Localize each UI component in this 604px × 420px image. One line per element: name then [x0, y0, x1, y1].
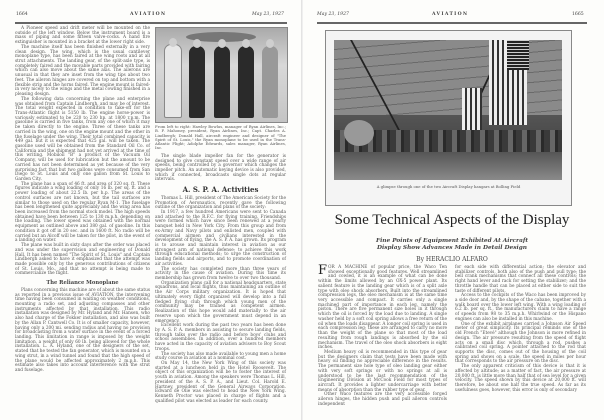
paragraph: The plane was built in sixty days after the order was placed and was under the supervision and engineering of Donald Hall. It has been named "The Spirit of St. Louis" and Captain Lindbergh asked to have it emphasized that the attempt was made possible only by the generous contributions of citizens of St. Louis, Mo., and that no attempt is being made to commercialize the flight. — [15, 243, 150, 277]
paragraph: A Pioneer speed and drift meter will be mounted on the outside of the left window. Below the instrument board is a mass of piping and some fifteen valve-cocks. A hand fire extinguisher is mounted in a bracket at the lower right side. — [15, 26, 150, 46]
article-title: Some Technical Aspects of the Display — [334, 212, 570, 228]
paragraph: On May 14, the New York Wing of this society was started at a luncheon held in the Hotel Roosevelt. The object of this organization will be to foster the interest of youth in aviation. Among the speakers were Thomas L. Hill, president of the A. S. P. A., and Lieut. Col. Harold E. Hartney, president of the General Airways Corporation. Edward de Olie was elected to head the New York Wing. Kenneth Proctor was placed in charge of flights and a qualified pilot was elected as leader for each county. — [155, 360, 286, 404]
right-column-1 — [318, 263, 447, 407]
drop-cap: F — [318, 263, 328, 278]
paragraph: The only apparent criticism of this device is that it is affected by altitude; as a matter of fact, the air pressure at 20,000 ft. is little more than half that of sea level for a given velocity. The speed shown by this device at 20,000 ft. will therefore, be about one half the true speed. As far as its usefulness goes, however, this error is only of secondary — [455, 364, 586, 393]
paragraph: In 1917, a few hundred Americans were sent to Canada and attached to the R.F.C. for flying training. Friendships were formed which have since been renewed at a yearly banquet held in New York City. From this group and from ex-Army and Navy pilots and enlisted men, coupled with commercial airmen and civilians interested in the development of flying, the A. S. P. A. has grown. Its program is to arouse and maintain interest in aviation as our strongest arm of national defense; to achieve this work through educational methods; to urge the construction of landing fields and airports, and to promote coordination of air activities. — [155, 209, 286, 267]
paragraph: Access to the cockpits of the Waco has been improved by a side door and, by the shape of the cabane, together with a walk board over the lower left wing. With a wing loading of 6.2 lb. per sq. ft., the manufacturers claim to have a range of speeds from 98 to 35 m.p.h. Whirlwind or the Hispano engines can also be installed in this machine. — [455, 293, 586, 322]
paragraph: OR A MACHINE of popular price, the Waco Ten showed exceptionally good features. Well streamlined and cowled, it is an example of what can be done within the limits allowed by an OX-5 power plant. Its salient feature is the landing gear which is of a split axle type with oleo shock absorbers. Built into the streamlined compression legs, the oleo mechanism is at the same time very accessible and compact. It carries only a single machined part of importance in each leg, namely the piston. There are five permanent size holes in it through which the oil is forced by the load due to landing. A single washer held by a soft coil spring allows a free return of the oil when the loads disappear. A longer coil spring is used in each compression leg; these are arranged to carry no more than the weight of the plane so that most of the load resulting from rough landings is absorbed by the oil mechanism. The travel of the oleo shock absorbers is eight inches. — [318, 265, 447, 351]
paragraph: Plans concerning this machine are of about the same status as reported in a previous issue of AVIATION, the intervening time having been consumed in waiting on weather conditions, mounting a radio set, and adjusting compasses and other instruments affected by that installation. This radio installation was designed by Mr. Hyland and Mr. Hansen, who also had charge of the Fokker installation, and also was built by the Allan P. Cantwell Co. It is of smaller capacity, however, having only a 200 mi. sending radius and having no provision for broadcasting from a water surface in the event of a forced landing. This limitation in range is imposed by the weight limitation, a weight of only 60 lb. being allowed for the whole installation. L. A. Hyland, one of the designers of the set, stated that he tested the fan generator, which is mounted on a wing strut, in a wind tunnel and found that the high speed of the plane would be affected approximately 2 m.p.h. This estimate also takes into account interference with the strut and fuselage. — [15, 287, 151, 374]
header-rule-right — [317, 22, 587, 24]
byline: By HERACLIO ALFARO — [416, 256, 488, 263]
hangar-floor — [334, 152, 562, 180]
photo-caption-right: A glimpse through one of the two Aircraft Display hangars at Bolling Field — [376, 184, 521, 189]
left-column-2 — [155, 124, 286, 404]
subtitle-line: Display Show Advances Made in Detail Design — [377, 245, 527, 251]
date-right: May 23, 1927 — [317, 12, 349, 17]
page-number-left: 1664 — [16, 12, 28, 17]
page-number-right: 1665 — [572, 12, 584, 17]
running-title-right: AVIATION — [432, 12, 469, 17]
paragraph: The machine itself has been finished externally in a very clean design. The wing, which is the usual cantilever monoplane type, has been faired at the wing roots and at all strut attachments. The landing gear, of the split-axle type, is completely faired and the movable parts provided with fairing which can also move about the same axis. The ailerons are unusual in that they are inset from the wing tips about two feet. The aileron hinges are covered on top and bottom with a flexible strip and the horns faired. The engine mount is faired-in very nicely to the wings and the metal cowling finished in a pleasing design. — [15, 44, 150, 98]
group-photo — [155, 27, 288, 123]
paragraph: One of the exhibit airplanes carried a Johnson Air Speed meter of great simplicity. Its principal reminds one of the old French "Etevé" although the Johnson is more refined in design. The air pressure resulting from the speed of flight acts on a small disc which, through a rod, pushes a calibrated coil spring. A pointer attached to the rod that supports the disc, comes out of the housing of the coil spring and shows on a scale, the speed in miles per hour that corresponds to the air pressure on the disc. — [455, 321, 586, 365]
subtitle-line: Fine Points of Equipment Exhibited At Aircraft — [375, 238, 529, 244]
paragraph: The following data concerning the plane and enterprise was obtained from Captain Lindbergh, and may be of interest. The total weight expected in condition to take-off for the Trans-Atlantic flight is 5150 lb. The engine horse-power is variously estimated to be 220 to 230 hp. at 1800 r.p.m. The gasoline is carried in five tanks, from any one of which it may be taken directly to the engine. Three of these tanks are carried in the wing, one on the engine mount and the other in the fuselage under the wing. Their total combined capacity is 449 gal. but it is expected that 425 gal. will be taken. The gasoline used will be obtained from the Standard Oil Co. of California and the shipment had not yet arrived at the time of this writing. Mobiloil "B" a product of the Vacuum Oil Company, will be used for lubrication but the amount to be carried has not been determined as yet because of the very surprising fact that but two gallons were consumed from San Diego to St. Louis and only one gallon from St. Louis to Garden City. — [15, 96, 150, 182]
right-column-2 — [455, 266, 586, 406]
paragraph: Medium heavy oil is recommended in this type of gear but the designers claim that tests have been made with heavy oil finding no appreciable difference in the results. The permanent size hole type of oleo landing gear either with very soft springs or with no springs at all is understood to be the last recommendation of the Engineering Division at McCook Field for most types of aircraft. It provides a lighter undercarriage with better means of absorption than the rubber type of gear. — [318, 349, 447, 393]
hangar-photo — [334, 40, 562, 180]
aspa-heading: A. S. P. A. Activities — [182, 185, 259, 195]
page-gutter — [301, 0, 303, 420]
paragraph: Organization plans call for a national headquarters, state squadrons, and local flights, thus maintaining an outline of the Air Corps military organization. It is hoped that ultimately every flight organized will develop into a full fledged flying club through which young men of the community may be trained as competent airmen. Realization of this hope would add materially to the air reserve upon which the government must depend in an emergency. — [155, 280, 286, 324]
article-subtitle — [318, 238, 586, 252]
paragraph: for each side with differential action; the elevator and stabilizer controls, both also of the push and pull type; the bell crank mechanisms that connect all these controls; the right hand lever and rack for setting the stabilizer; and the throttle handle that can be placed at either side to suit the taste of different pilots. — [455, 265, 586, 294]
photo-caption-left: From left to right: Hawley Bowlus, manager of Ryan Airlines, Inc.; B. F. Mahoney, president, Ryan Airlines, Inc.; Capt. Charles A. Lindbergh; Donald Hall, aircraft engineer and designer of "The Spirit of St. Louis," the Ryan monoplane to be used in the Trans-Atlantic Flight; Adolphe Edwards, sales manager, Ryan Airlines, Inc. — [155, 124, 286, 151]
paragraph: The society has also made available to young men a home study course in aviation at a nominal cost. — [155, 351, 286, 362]
reliance-heading: The Reliance Monoplane — [46, 280, 119, 287]
paragraph: Excellent work during the past two years has been done by A. S. P. A. members in assisting to secure landing fields, through talks over the radio and before boys' clubs and school assemblies. In addition, over a hundred members have acted in the capacity of aviation advisers to Boy Scout troops. — [155, 323, 286, 352]
paragraph: Other Waco features are the very accessible forged aileron hinges, the hidden push and pull aileron controls independent — [318, 392, 447, 407]
american-flag — [462, 88, 482, 130]
paragraph: Thomas L. Hill, president of The American Society for the Promotion of Aeronautics, recently gave the following outline of the organization and plans of the society: — [155, 195, 286, 211]
left-column-1 — [15, 27, 150, 400]
date-left: May 23, 1927 — [252, 12, 284, 17]
hangar-photo-frame — [325, 30, 572, 206]
paragraph: The single blade impeller fan for the generator is designed to give constant speed over a wide range of air speeds, being controlled by a governor which changes the impeller pitch. An automatic keying device is also provided, which if connected, broadcasts single dots at regular intervals. — [155, 153, 286, 183]
paragraph: The society has completed more than three years of activity in the cause of aviation. During this time its membership has grown from twelve to over two thousand. — [155, 266, 286, 282]
header-rule-left — [15, 22, 287, 24]
paragraph: The plane has a span of 46 ft. and area of 320 sq. ft. These figures indicate a wing loading of only 16 lb. per sq. ft. and a power loading of about 22.5 lb. per h.p. The areas of the control surfaces are not known, but the tail surfaces are similar to those used on the regular Ryan M-1. The fuselage has been lengthened quite appreciably and the wing area has been increased from the normal stock model. The high speeds obtained have been between 125 to 130 m.p.h. depending on the loading. The lower speed was obtained with the normal equipment as outlined above and 380 gal. of gasoline. In this condition it got off in 20 sec. and in 1600 ft. No radio will be carried but an Alcoff will be taken for the pilot, in the event of a landing on water. — [15, 181, 150, 244]
running-title-left: AVIATION — [130, 12, 167, 17]
